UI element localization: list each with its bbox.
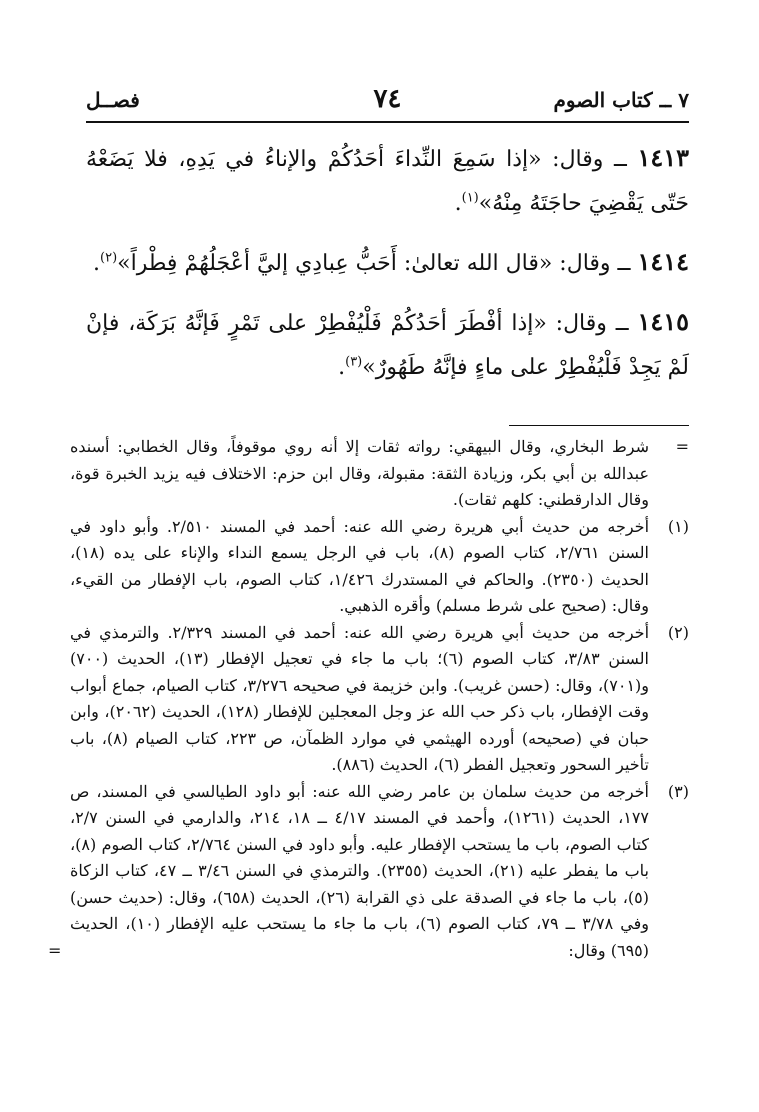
chapter-title: ٧ ــ كتاب الصوم — [553, 88, 689, 112]
page-header — [86, 84, 689, 120]
hadith-number: ١٤١٥ — [637, 307, 690, 336]
hadith-text: ــ وقال: «قال الله تعالىٰ: أَحَبُّ عِبادِي إليَّ أعْجَلُهُمْ فِطْراً» — [117, 251, 631, 276]
footnote-divider — [509, 425, 689, 426]
hadith-1413: ١٤١٣ ــ وقال: «إذا سَمِعَ النِّداءَ أحَدُكُمْ والإناءُ في يَدِهِ، فلا يَضَعْهُ حَتّى يَقْضِيَ حاجَتَهُ مِنْهُ»$^{(١)}$. — [86, 143, 689, 216]
hadith-number: ١٤١٤ — [637, 247, 689, 276]
header-divider — [86, 121, 689, 123]
footnote-text: أخرجه من حديث سلمان بن عامر رضي الله عنه: أبو داود الطيالسي في المسند، ص ١٧٧، الحديث (١٢٦١)، وأحمد في المسند ٤/١٧ ــ ١٨، ٢١٤، والدارمي في السنن ٢/٧، كتاب الصوم، باب ما يستحب الإفطار عليه. وأبو داود في السنن ٢/٧٦٤، كتاب الصوم (٨)، باب ما يفطر عليه (٢١)، الحديث (٢٣٥٥). والترمذي في السنن ٣/٤٦ ــ ٤٧، كتاب الزكاة (٥)، باب ما جاء في الصدقة على ذي القرابة (٢٦)، الحديث (٦٥٨)، وقال: (حديث حسن) وفي ٣/٧٨ ــ ٧٩، كتاب الصوم (٦)، باب ما جاء ما يستحب عليه الإفطار (١٠)، الحديث (٦٩٥) وقال: — [70, 781, 650, 960]
footnotes — [48, 434, 689, 964]
hadith-1414: ١٤١٤ ــ وقال: «قال الله تعالىٰ: أَحَبُّ عِبادِي إليَّ أعْجَلُهُمْ فِطْراً»$^{(٢)}$. — [93, 247, 689, 276]
footnote-ref: (٣) — [345, 354, 363, 370]
page-number: ٧٤ — [373, 84, 402, 114]
footnote-mark: = — [675, 437, 689, 456]
footnote-mark: (٣) — [667, 781, 689, 801]
hadith-1415: ١٤١٥ ــ وقال: «إذا أفْطَرَ أحَدُكُمْ فَلْيُفْطِرْ على تَمْرٍ فَإنَّهُ بَرَكَة، فإنْ لَمْ يَجِدْ فَلْيُفْطِرْ على ماءٍ فإنَّهُ طَهُورٌ»$^{(٣)}$. — [86, 307, 690, 380]
footnote-3 — [48, 779, 689, 965]
footnote-mark: (١) — [667, 516, 689, 536]
main-text — [86, 136, 689, 404]
footnote-text: أخرجه من حديث أبي هريرة رضي الله عنه: أحمد في المسند ٢/٣٢٩. والترمذي في السنن ٣/٨٣، كتاب الصوم (٦)؛ باب ما جاء في تعجيل الإفطار (١٣)، الحديث (٧٠٠) و(٧٠١)، وقال: (حسن غريب). وابن خزيمة في صحيحه ٣/٢٧٦، كتاب الصيام، جماع أبواب وقت الإفطار، باب ذكر حب الله عز وجل المعجلين للإفطار (١٢٨)، الحديث (٢٠٦٢)، وابن حبان في (صحيحه) أورده الهيثمي في موارد الظمآن، ص ٢٢٣، كتاب الصيام (٨)، باب تأخير السحور وتعجيل الفطر (٦)، الحديث (٨٨٦). — [70, 622, 650, 774]
footnote-text: أخرجه من حديث أبي هريرة رضي الله عنه: أحمد في المسند ٢/٥١٠. وأبو داود في السنن ٢/٧٦١، كتاب الصوم (٨)، باب في الرجل يسمع النداء والإناء على يده (١٨)، الحديث (٢٣٥٠). والحاكم في المستدرك ١/٤٢٦، كتاب الصوم، باب الإفطار من القيء، وقال: (صحيح على شرط مسلم) وأقره الذهبي. — [70, 516, 650, 615]
footnote-ref: (١) — [461, 190, 479, 206]
hadith-text: ــ وقال: «إذا سَمِعَ النِّداءَ أحَدُكُمْ والإناءُ في يَدِهِ، فلا يَضَعْهُ حَتّى يَقْضِيَ حاجَتَهُ مِنْهُ» — [86, 147, 689, 216]
footnote-ref: (٢) — [100, 250, 118, 266]
footnote-continued — [70, 434, 689, 514]
continuation-mark: = — [48, 940, 62, 960]
footnote-text: شرط البخاري، وقال البيهقي: رواته ثقات إلا أنه روي موقوفاً، وقال الخطابي: أسنده عبدالله بن أبي بكر، وزيادة الثقة: مقبولة، وقال ابن حزم: الاختلاف فيه يزيد الخبرة قوة، وقال الدارقطني: كلهم ثقات). — [70, 437, 649, 509]
footnote-mark: (٢) — [667, 622, 689, 642]
footnote-2 — [70, 620, 689, 779]
hadith-text: ــ وقال: «إذا أفْطَرَ أحَدُكُمْ فَلْيُفْطِرْ على تَمْرٍ فَإنَّهُ بَرَكَة، فإنْ لَمْ يَجِدْ فَلْيُفْطِرْ على ماءٍ فإنَّهُ طَهُورٌ» — [86, 311, 689, 380]
hadith-number: ١٤١٣ — [637, 143, 689, 172]
footnote-1 — [70, 514, 689, 620]
section-title: فصــل — [86, 88, 140, 112]
